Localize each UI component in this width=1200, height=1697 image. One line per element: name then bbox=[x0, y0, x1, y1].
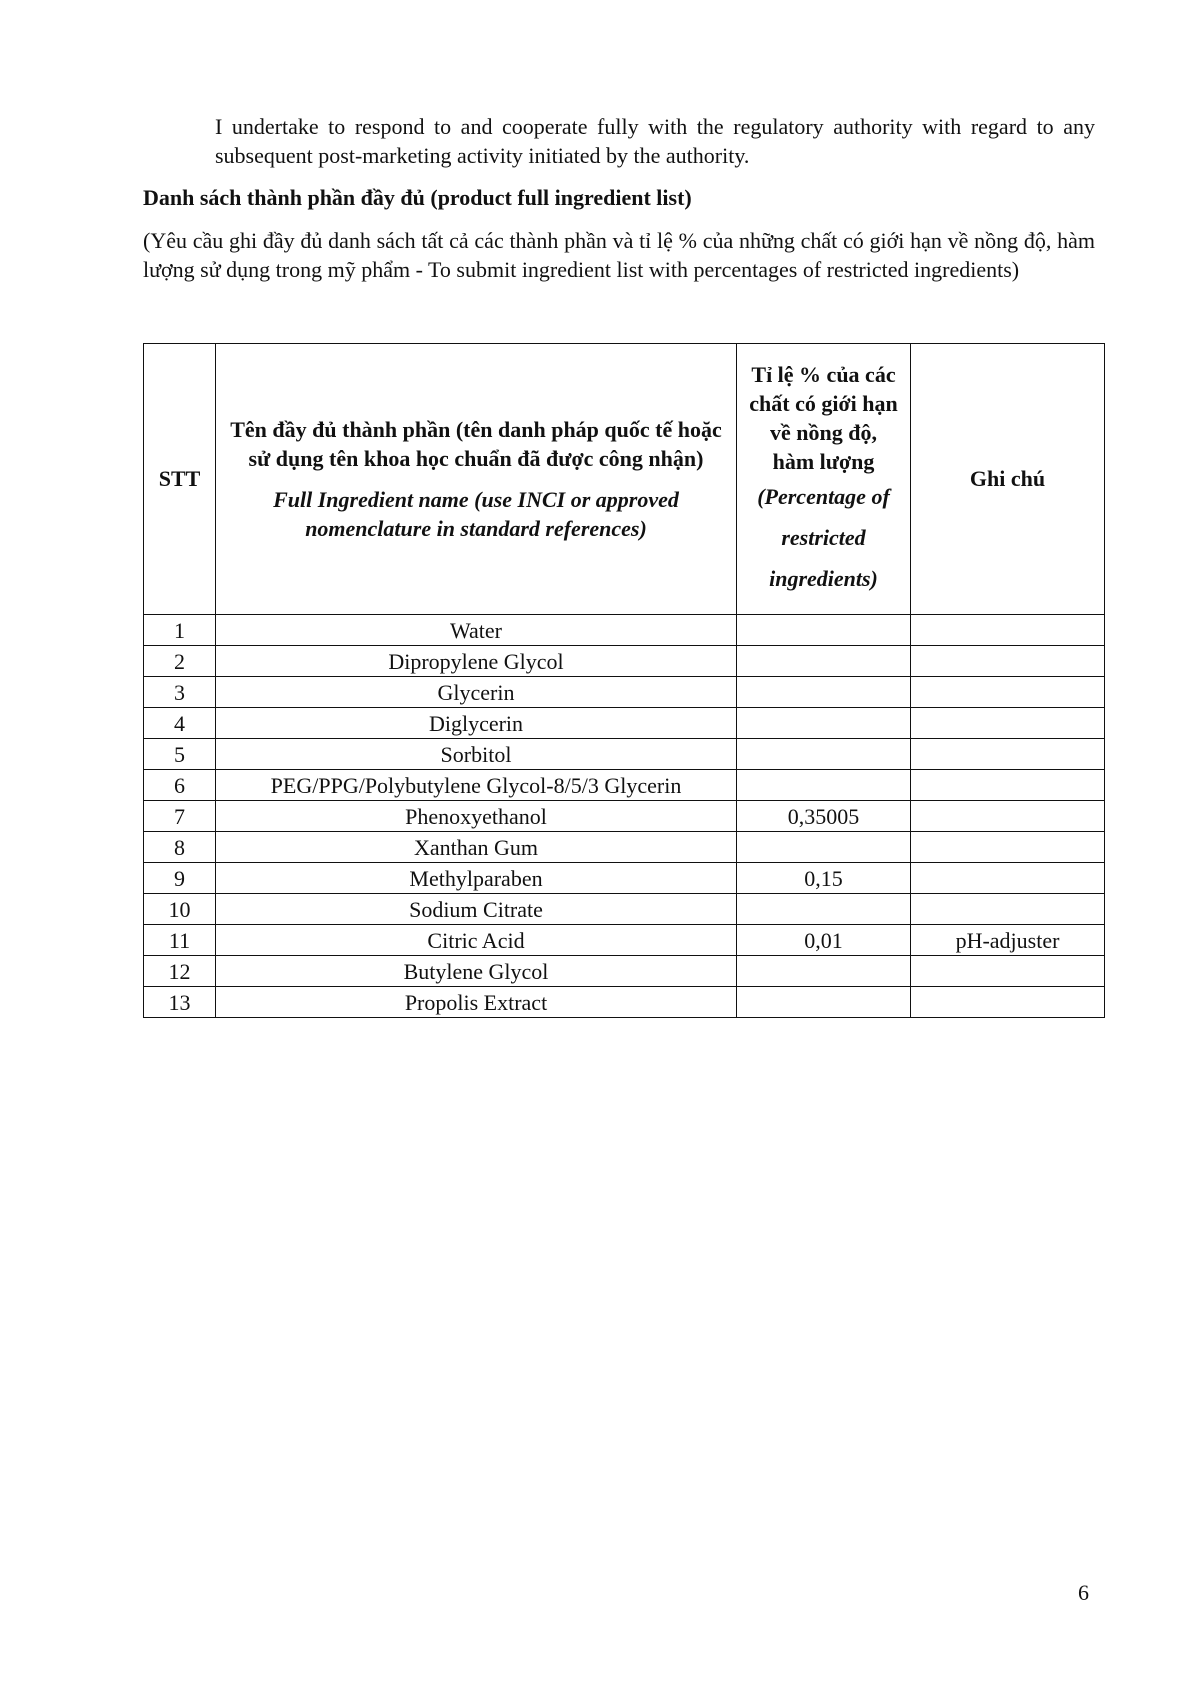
row-stt: 9 bbox=[144, 863, 216, 894]
requirement-paragraph: (Yêu cầu ghi đầy đủ danh sách tất cả các thành phần và tỉ lệ % của những chất có giới hạn về nồng độ, hàm lượng sử dụng trong mỹ phẩm - To submit ingredient list with percentages of restricted ingredients) bbox=[143, 228, 1095, 282]
row-percentage bbox=[737, 739, 911, 770]
row-percentage: 0,15 bbox=[737, 863, 911, 894]
row-percentage bbox=[737, 956, 911, 987]
row-stt: 10 bbox=[144, 894, 216, 925]
row-ingredient-name: Xanthan Gum bbox=[216, 832, 737, 863]
row-percentage bbox=[737, 894, 911, 925]
table-header-row bbox=[144, 344, 1105, 615]
row-ingredient-name: Sodium Citrate bbox=[216, 894, 737, 925]
row-note bbox=[911, 708, 1105, 739]
table-row bbox=[144, 770, 1105, 801]
header-percentage bbox=[737, 344, 911, 615]
row-ingredient-name: Citric Acid bbox=[216, 925, 737, 956]
row-stt: 2 bbox=[144, 646, 216, 677]
row-ingredient-name: Methylparaben bbox=[216, 863, 737, 894]
page-number: 6 bbox=[1078, 1580, 1089, 1605]
header-stt: STT bbox=[144, 344, 216, 615]
table-row bbox=[144, 925, 1105, 956]
table-row bbox=[144, 987, 1105, 1018]
row-stt: 11 bbox=[144, 925, 216, 956]
table-row bbox=[144, 677, 1105, 708]
row-percentage bbox=[737, 677, 911, 708]
row-ingredient-name: Sorbitol bbox=[216, 739, 737, 770]
row-ingredient-name: Phenoxyethanol bbox=[216, 801, 737, 832]
table-row bbox=[144, 708, 1105, 739]
row-stt: 4 bbox=[144, 708, 216, 739]
row-stt: 3 bbox=[144, 677, 216, 708]
row-percentage: 0,35005 bbox=[737, 801, 911, 832]
row-note bbox=[911, 770, 1105, 801]
header-ingredient-name-en: Full Ingredient name (use INCI or approved nomenclature in standard references) bbox=[273, 487, 679, 541]
table-row bbox=[144, 615, 1105, 646]
row-ingredient-name: Dipropylene Glycol bbox=[216, 646, 737, 677]
undertaking-paragraph: I undertake to respond to and cooperate fully with the regulatory authority with regard to any subsequent post-marketing activity initiated by the authority. bbox=[215, 114, 1095, 168]
row-stt: 7 bbox=[144, 801, 216, 832]
row-ingredient-name: Diglycerin bbox=[216, 708, 737, 739]
row-note bbox=[911, 801, 1105, 832]
row-note bbox=[911, 956, 1105, 987]
row-note bbox=[911, 646, 1105, 677]
table-row bbox=[144, 894, 1105, 925]
row-ingredient-name: Butylene Glycol bbox=[216, 956, 737, 987]
row-note bbox=[911, 615, 1105, 646]
row-percentage bbox=[737, 770, 911, 801]
row-stt: 5 bbox=[144, 739, 216, 770]
table-row bbox=[144, 739, 1105, 770]
row-ingredient-name: Propolis Extract bbox=[216, 987, 737, 1018]
header-note: Ghi chú bbox=[911, 344, 1105, 615]
section-title: Danh sách thành phần đầy đủ (product full ingredient list) bbox=[143, 185, 692, 210]
row-note bbox=[911, 677, 1105, 708]
ingredient-table bbox=[143, 343, 1105, 1018]
row-ingredient-name: PEG/PPG/Polybutylene Glycol-8/5/3 Glycerin bbox=[216, 770, 737, 801]
row-stt: 6 bbox=[144, 770, 216, 801]
header-percentage-vi: Tỉ lệ % của các chất có giới hạn về nồng độ, hàm lượng bbox=[749, 361, 898, 474]
header-percentage-en: (Percentage of restricted ingredients) bbox=[757, 483, 890, 591]
row-percentage bbox=[737, 646, 911, 677]
table-row bbox=[144, 863, 1105, 894]
table-row bbox=[144, 801, 1105, 832]
table-row bbox=[144, 832, 1105, 863]
header-ingredient-name-vi: Tên đầy đủ thành phần (tên danh pháp quốc tế hoặc sử dụng tên khoa học chuẩn đã được công nhận) bbox=[230, 417, 722, 471]
row-note bbox=[911, 863, 1105, 894]
row-stt: 1 bbox=[144, 615, 216, 646]
row-percentage bbox=[737, 987, 911, 1018]
row-note bbox=[911, 987, 1105, 1018]
row-stt: 12 bbox=[144, 956, 216, 987]
row-note: pH-adjuster bbox=[911, 925, 1105, 956]
row-note bbox=[911, 894, 1105, 925]
row-stt: 8 bbox=[144, 832, 216, 863]
row-stt: 13 bbox=[144, 987, 216, 1018]
row-note bbox=[911, 739, 1105, 770]
row-percentage: 0,01 bbox=[737, 925, 911, 956]
row-percentage bbox=[737, 708, 911, 739]
table-row bbox=[144, 956, 1105, 987]
header-ingredient-name bbox=[216, 344, 737, 615]
row-percentage bbox=[737, 615, 911, 646]
row-ingredient-name: Glycerin bbox=[216, 677, 737, 708]
ingredient-table-body bbox=[144, 615, 1105, 1018]
row-percentage bbox=[737, 832, 911, 863]
row-ingredient-name: Water bbox=[216, 615, 737, 646]
row-note bbox=[911, 832, 1105, 863]
table-row bbox=[144, 646, 1105, 677]
